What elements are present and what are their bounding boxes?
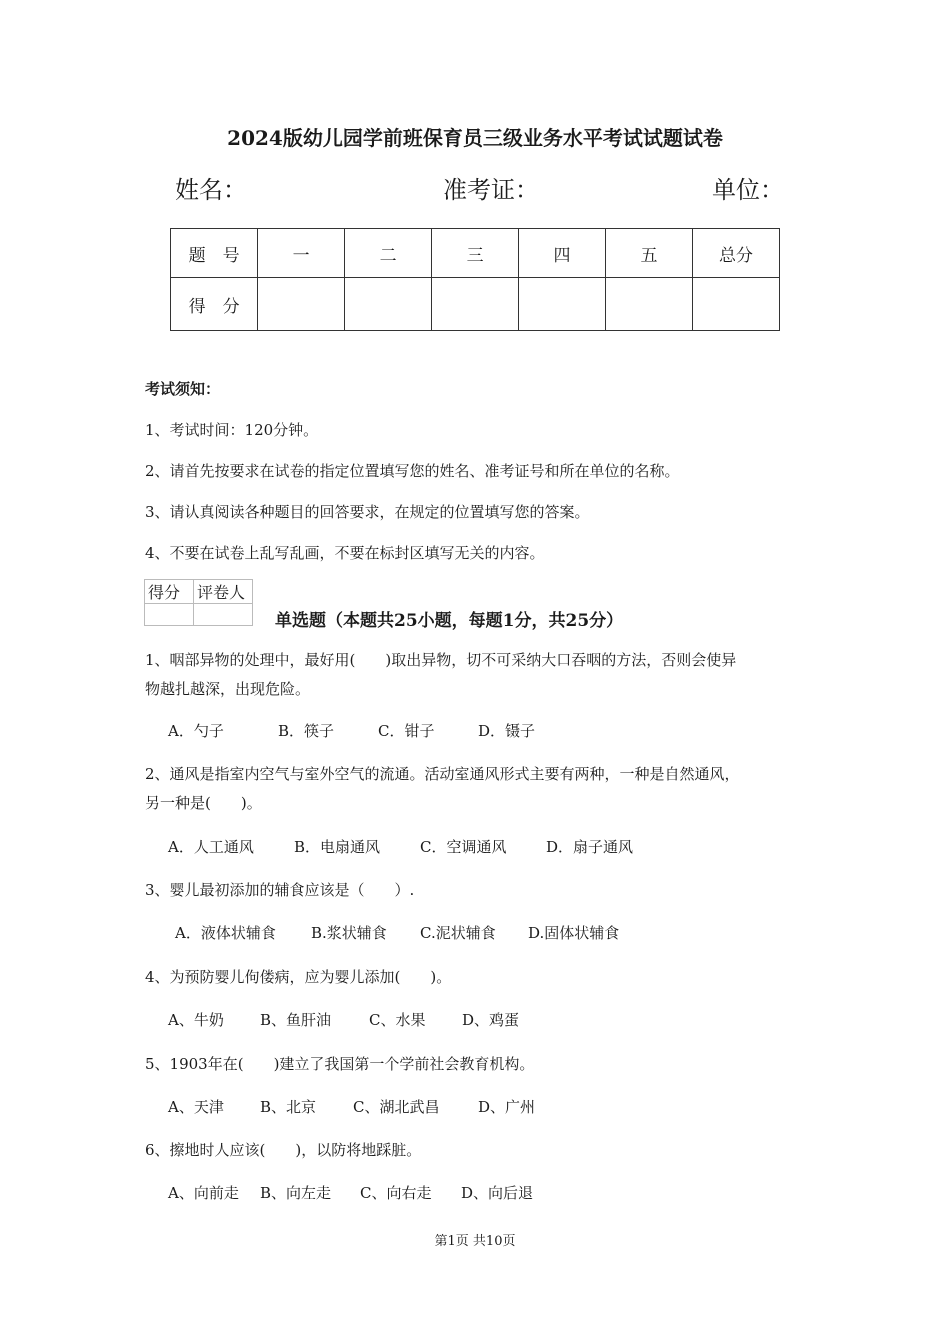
option-c[interactable]: C、向右走 — [360, 1184, 432, 1202]
score-input-cell[interactable] — [519, 278, 606, 331]
unit-label: 单位： — [712, 176, 784, 204]
option-b[interactable]: B．筷子 — [278, 722, 335, 740]
option-c[interactable]: C、湖北武昌 — [353, 1098, 440, 1116]
notice-item: 3、请认真阅读各种题目的回答要求，在规定的位置填写您的答案。 — [145, 503, 590, 521]
grader-name-cell[interactable] — [194, 604, 253, 626]
option-b[interactable]: B、鱼肝油 — [260, 1011, 332, 1029]
option-b[interactable]: B、向左走 — [260, 1184, 332, 1202]
question-stem-line: 物越扎越深，出现危险。 — [145, 680, 311, 698]
question-stem-line: 4、为预防婴儿佝偻病，应为婴儿添加( )。 — [145, 968, 452, 986]
question-stem-line: 1、咽部异物的处理中，最好用( )取出异物，切不可采纳大口吞咽的方法，否则会使异 — [145, 651, 737, 669]
score-input-cell[interactable] — [692, 278, 779, 331]
option-a[interactable]: A．液体状辅食 — [175, 924, 276, 942]
score-header-cell: 三 — [432, 229, 519, 278]
question-stem-line: 3、婴儿最初添加的辅食应该是（ ）. — [145, 881, 415, 899]
notice-item: 2、请首先按要求在试卷的指定位置填写您的姓名、准考证号和所在单位的名称。 — [145, 462, 680, 480]
question-stem-line: 2、通风是指室内空气与室外空气的流通。活动室通风形式主要有两种，一种是自然通风， — [145, 765, 740, 783]
option-a[interactable]: A．人工通风 — [168, 838, 254, 856]
option-d[interactable]: D、鸡蛋 — [462, 1011, 520, 1029]
score-input-cell[interactable] — [432, 278, 519, 331]
score-table-header-row — [171, 229, 780, 278]
option-a[interactable]: A、牛奶 — [168, 1011, 224, 1029]
exam-number-label: 准考证： — [443, 176, 539, 204]
document-title: 2024版幼儿园学前班保育员三级业务水平考试试题试卷 — [227, 126, 723, 150]
option-c[interactable]: C、水果 — [369, 1011, 426, 1029]
grader-name-label: 评卷人 — [194, 580, 253, 604]
section-title: 单选题（本题共25小题，每题1分，共25分） — [275, 611, 624, 631]
option-a[interactable]: A、天津 — [168, 1098, 224, 1116]
option-a[interactable]: A．勺子 — [168, 722, 224, 740]
score-header-cell: 题 号 — [171, 229, 258, 278]
score-header-cell: 四 — [519, 229, 606, 278]
question-stem-line: 5、1903年在( )建立了我国第一个学前社会教育机构。 — [145, 1055, 535, 1073]
score-row-label: 得 分 — [171, 278, 258, 331]
option-a[interactable]: A、向前走 — [168, 1184, 239, 1202]
name-label: 姓名： — [175, 176, 247, 204]
score-table — [170, 228, 780, 331]
score-header-cell: 总分 — [692, 229, 779, 278]
grader-box — [144, 579, 253, 626]
option-d[interactable]: D.固体状辅食 — [528, 924, 620, 942]
option-d[interactable]: D、广州 — [478, 1098, 536, 1116]
option-c[interactable]: C．空调通风 — [420, 838, 507, 856]
question-stem-line: 6、擦地时人应该( )，以防将地踩脏。 — [145, 1141, 422, 1159]
score-input-cell[interactable] — [345, 278, 432, 331]
grader-score-cell[interactable] — [145, 604, 194, 626]
score-header-cell: 二 — [345, 229, 432, 278]
notice-item: 4、不要在试卷上乱写乱画，不要在标封区填写无关的内容。 — [145, 544, 545, 562]
option-b[interactable]: B．电扇通风 — [294, 838, 381, 856]
notice-title: 考试须知： — [145, 380, 221, 398]
score-input-cell[interactable] — [258, 278, 345, 331]
option-d[interactable]: D．扇子通风 — [546, 838, 634, 856]
score-input-cell[interactable] — [606, 278, 693, 331]
grader-score-label: 得分 — [145, 580, 194, 604]
score-header-cell: 五 — [606, 229, 693, 278]
option-c[interactable]: C．钳子 — [378, 722, 435, 740]
score-table-score-row — [171, 278, 780, 331]
option-c[interactable]: C.泥状辅食 — [420, 924, 496, 942]
option-b[interactable]: B.浆状辅食 — [311, 924, 387, 942]
option-d[interactable]: D．镊子 — [478, 722, 536, 740]
page-footer: 第1页 共10页 — [434, 1234, 516, 1249]
notice-item: 1、考试时间：120分钟。 — [145, 421, 319, 439]
option-d[interactable]: D、向后退 — [461, 1184, 534, 1202]
option-b[interactable]: B、北京 — [260, 1098, 317, 1116]
score-header-cell: 一 — [258, 229, 345, 278]
question-stem-line: 另一种是( )。 — [145, 794, 262, 812]
